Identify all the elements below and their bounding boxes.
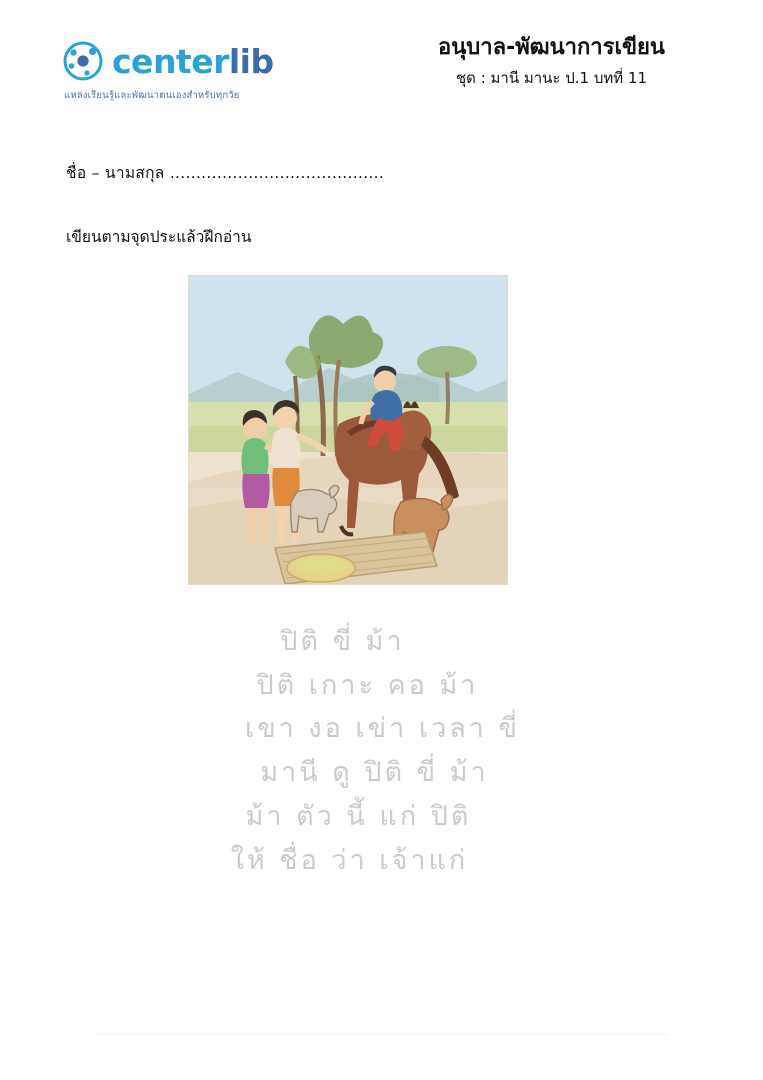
practice-line: ให้ ชื่อ ว่า เจ้าแก่ — [230, 844, 469, 876]
practice-text-block — [0, 620, 763, 882]
practice-line: มานี ดู ปิติ ขี่ ม้า — [260, 757, 489, 789]
instruction-text: เขียนตามจุดประแล้วฝึกอ่าน — [66, 228, 252, 246]
brand-word-part1: center — [112, 41, 229, 81]
brand-tagline: แหล่งเรียนรู้และพัฒนาตนเองสำหรับทุกวัย — [64, 90, 240, 101]
brand-logo — [62, 40, 362, 103]
footer-divider — [96, 1034, 667, 1035]
practice-line: ปิติ เกาะ คอ ม้า — [256, 669, 479, 701]
brand-wordmark — [112, 41, 274, 81]
page-header — [0, 34, 763, 124]
lesson-illustration — [188, 275, 508, 585]
title-block — [380, 34, 723, 88]
brand-word-part2: lib — [228, 41, 274, 81]
brand-row — [62, 40, 362, 82]
practice-line: ม้า ตัว นี้ แก่ ปิติ — [245, 800, 472, 832]
practice-line: เขา งอ เข่า เวลา ขี่ — [245, 713, 520, 745]
page-subtitle: ชุด : มานี มานะ ป.1 บทที่ 11 — [456, 68, 647, 87]
page-title: อนุบาล-พัฒนาการเขียน — [438, 35, 665, 60]
practice-line: ปิติ ขี่ ม้า — [280, 626, 405, 657]
centerlib-dots-logo-icon — [62, 40, 104, 82]
name-field-line[interactable]: ชื่อ – นามสกุล ......................................... — [66, 164, 385, 182]
